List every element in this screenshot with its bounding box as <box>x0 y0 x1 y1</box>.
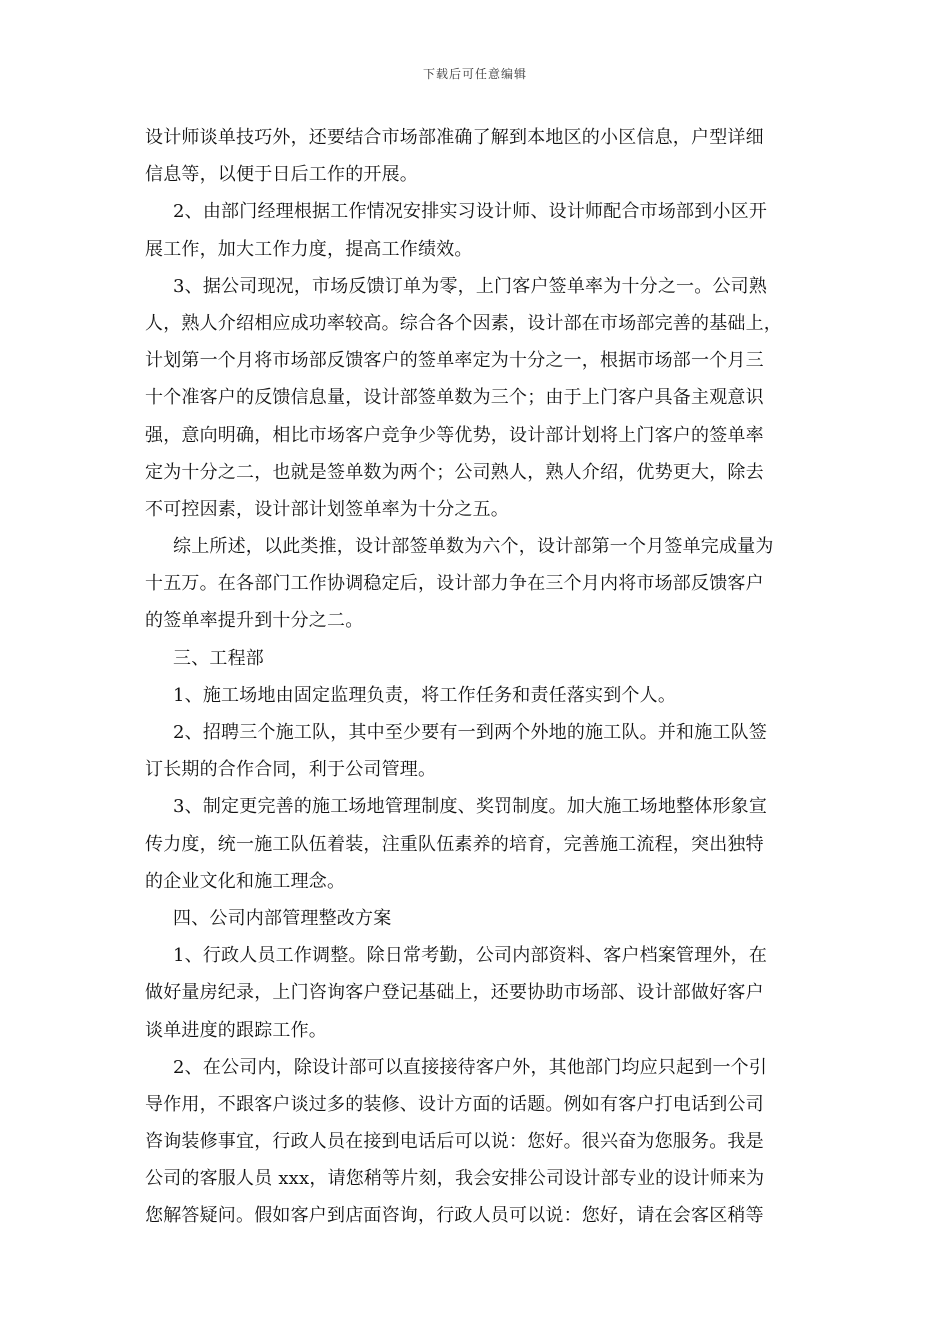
text-line: 2、在公司内，除设计部可以直接接待客户外，其他部门均应只起到一个引 <box>173 1056 768 1078</box>
text-line: 的企业文化和施工理念。 <box>145 870 346 892</box>
section-heading: 四、公司内部管理整改方案 <box>173 907 392 929</box>
text-line: 谈单进度的跟踪工作。 <box>145 1019 327 1041</box>
text-line: 综上所述，以此类推，设计部签单数为六个，设计部第一个月签单完成量为 <box>173 536 774 558</box>
text-line: 十五万。在各部门工作协调稳定后，设计部力争在三个月内将市场部反馈客户 <box>145 573 764 595</box>
text-line: 订长期的合作合同，利于公司管理。 <box>145 759 437 781</box>
text-line: 您解答疑问。假如客户到店面咨询，行政人员可以说：您好，请在会客区稍等 <box>145 1205 764 1227</box>
text-line: 做好量房纪录，上门咨询客户登记基础上，还要协助市场部、设计部做好客户 <box>145 982 764 1004</box>
text-line: 展工作，加大工作力度，提高工作绩效。 <box>145 238 473 260</box>
section-heading: 三、工程部 <box>173 647 264 669</box>
text-line: 人，熟人介绍相应成功率较高。综合各个因素，设计部在市场部完善的基础上， <box>145 312 782 334</box>
text-line: 2、招聘三个施工队，其中至少要有一到两个外地的施工队。并和施工队签 <box>173 722 768 743</box>
text-line: 不可控因素，设计部计划签单率为十分之五。 <box>145 498 509 520</box>
text-line: 计划第一个月将市场部反馈客户的签单率定为十分之一，根据市场部一个月三 <box>145 350 764 372</box>
text-line: 2、由部门经理根据工作情况安排实习设计师、设计师配合市场部到小区开 <box>173 201 768 223</box>
text-line: 信息等，以便于日后工作的开展。 <box>145 164 418 186</box>
text-line: 1、行政人员工作调整。除日常考勤，公司内部资料、客户档案管理外，在 <box>173 945 768 967</box>
text-line: 强，意向明确，相比市场客户竞争少等优势，设计部计划将上门客户的签单率 <box>145 424 764 446</box>
text-line: 的签单率提升到十分之二。 <box>145 610 364 632</box>
text-line: 公司的客服人员 xxx，请您稍等片刻，我会安排公司设计部专业的设计师来为 <box>145 1168 765 1190</box>
text-line: 十个准客户的反馈信息量，设计部签单数为三个；由于上门客户具备主观意识 <box>145 387 764 409</box>
text-line: 传力度，统一施工队伍着装，注重队伍素养的培育，完善施工流程，突出独特 <box>145 833 764 855</box>
text-line: 咨询装修事宜，行政人员在接到电话后可以说：您好。很兴奋为您服务。我是 <box>145 1131 764 1153</box>
text-line: 3、制定更完善的施工场地管理制度、奖罚制度。加大施工场地整体形象宣 <box>173 796 768 818</box>
text-line: 导作用，不跟客户谈过多的装修、设计方面的话题。例如有客户打电话到公司 <box>145 1093 764 1115</box>
text-line: 1、施工场地由固定监理负责，将工作任务和责任落实到个人。 <box>173 684 677 706</box>
text-line: 设计师谈单技巧外，还要结合市场部准确了解到本地区的小区信息，户型详细 <box>145 127 764 148</box>
document-body <box>145 119 805 1235</box>
page-header-note: 下载后可任意编辑 <box>422 67 527 81</box>
text-line: 3、据公司现况，市场反馈订单为零，上门客户签单率为十分之一。公司熟 <box>173 275 768 297</box>
text-line: 定为十分之二，也就是签单数为两个；公司熟人，熟人介绍，优势更大，除去 <box>145 461 764 483</box>
